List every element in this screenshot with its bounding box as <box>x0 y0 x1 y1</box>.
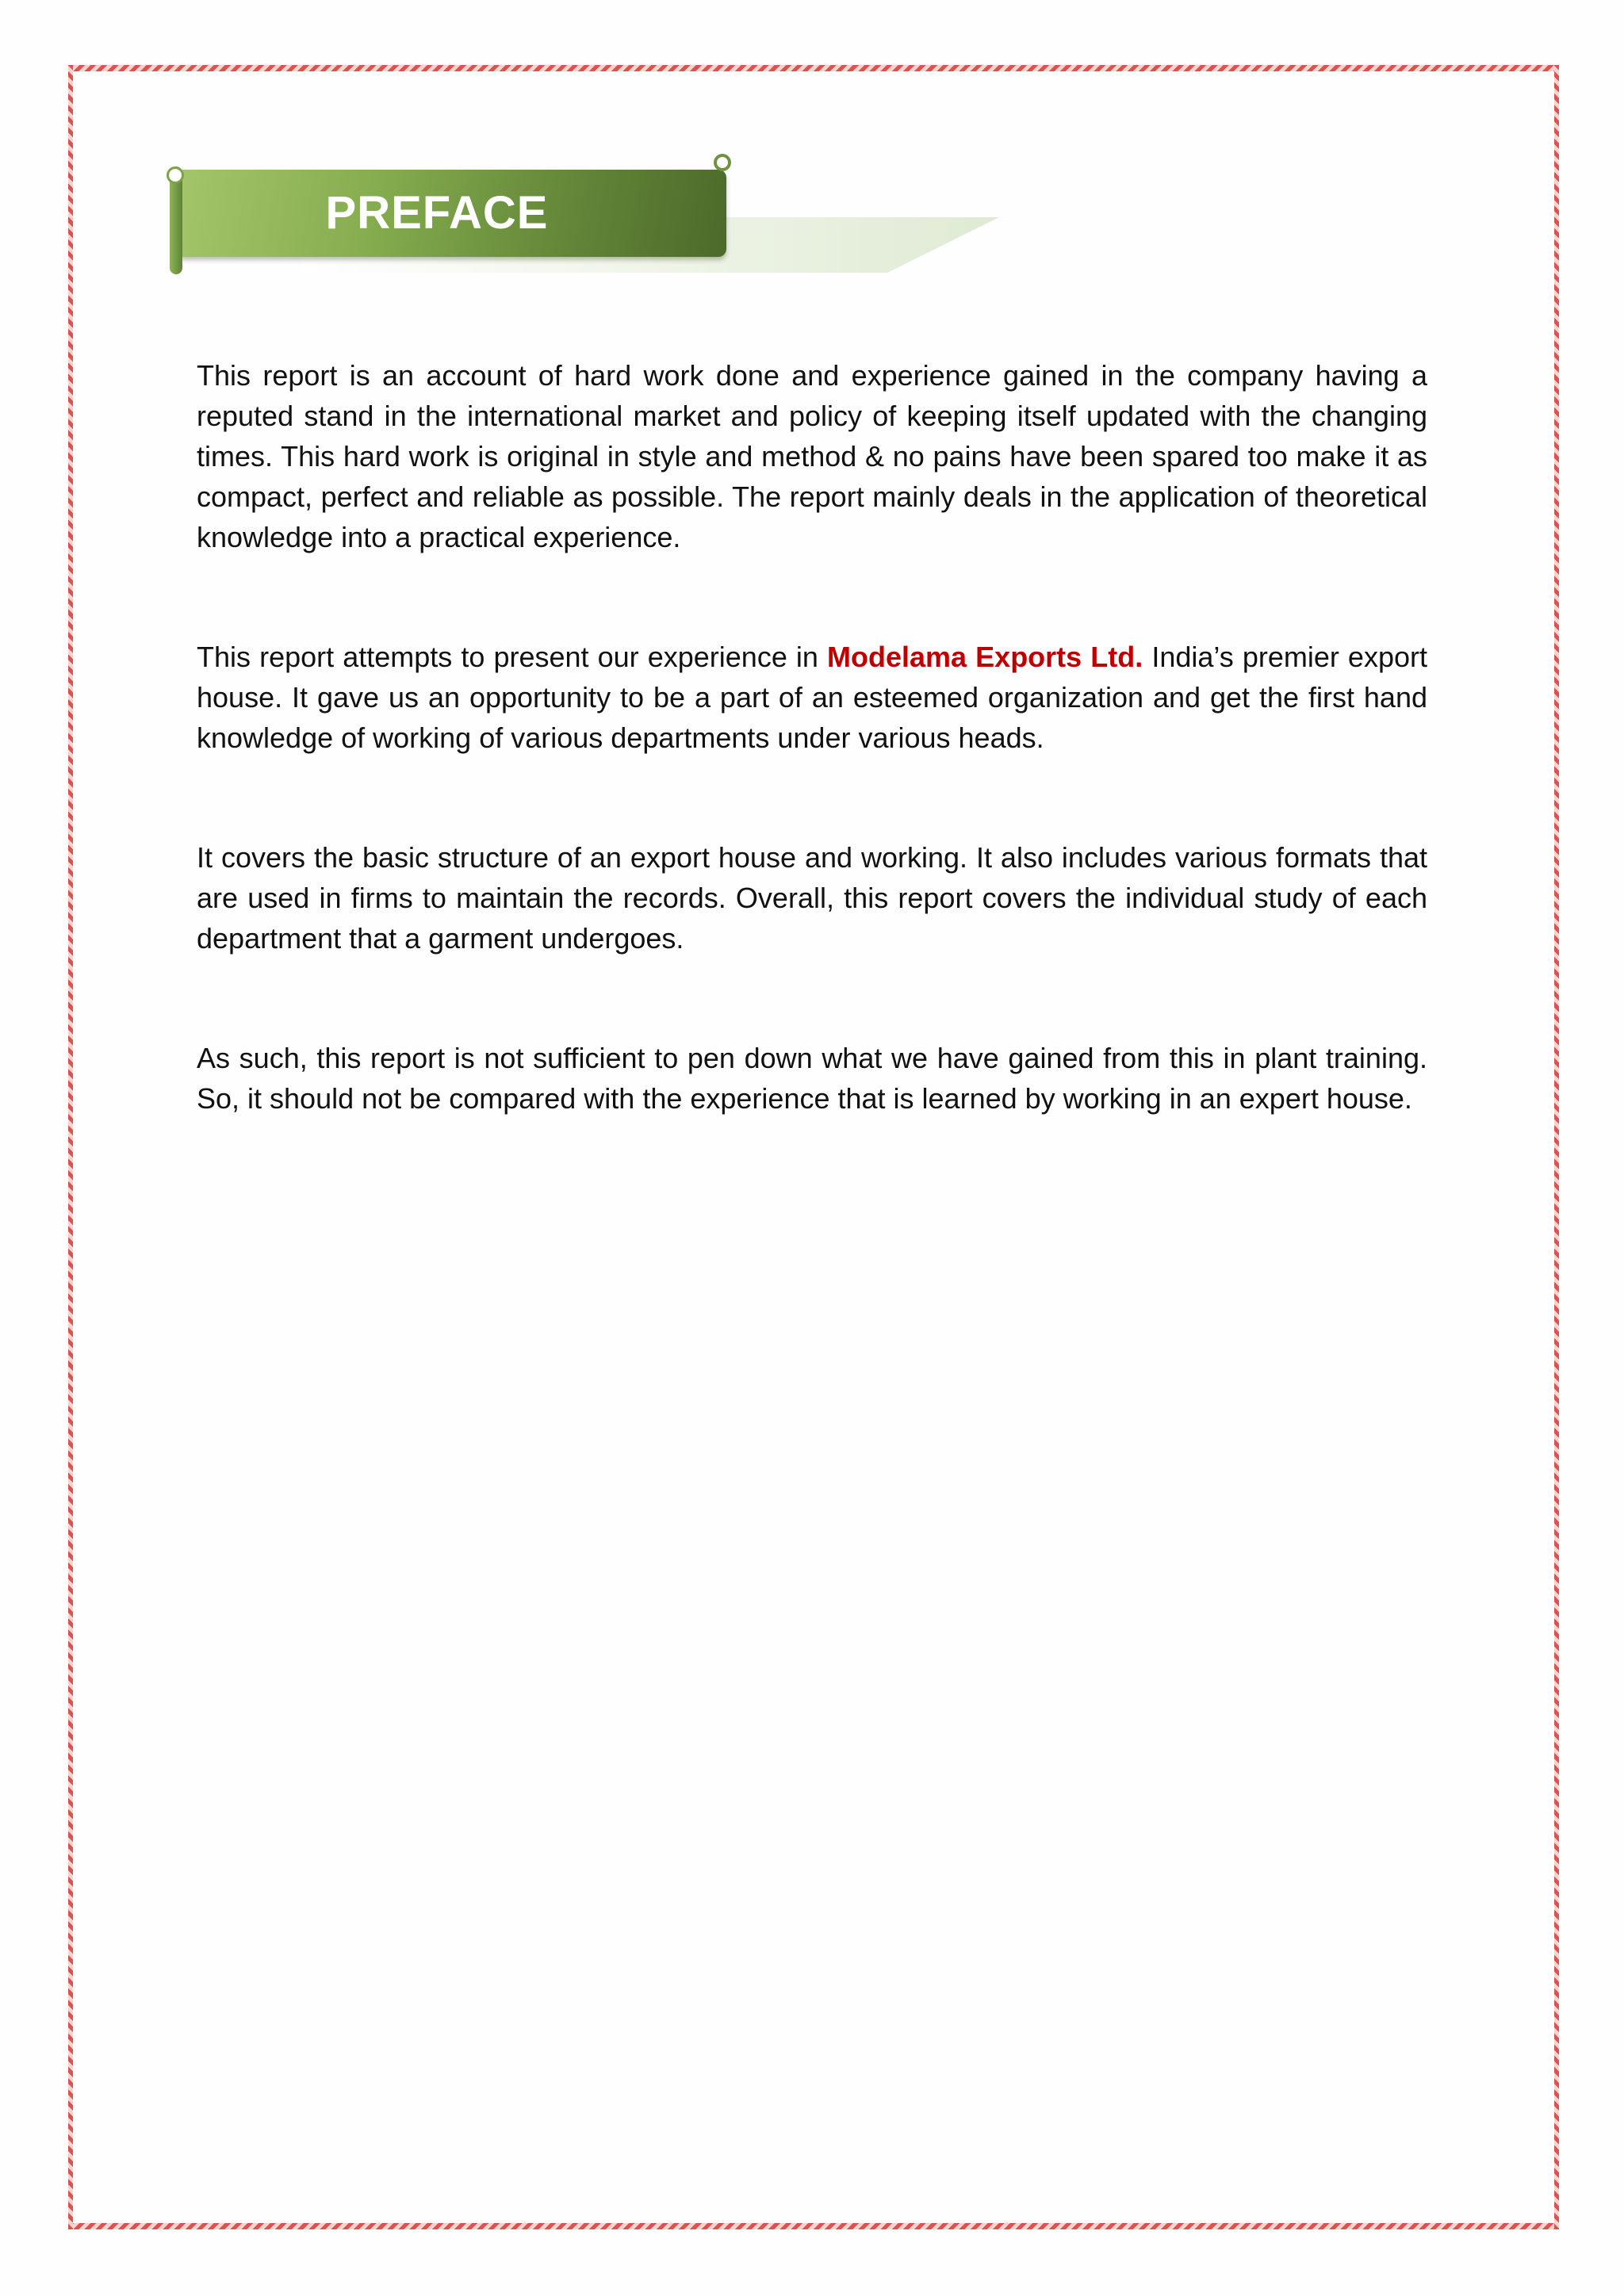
border-bottom-edge <box>68 2223 1559 2229</box>
heading-ribbon-banner <box>167 151 841 285</box>
paragraph-structure: It covers the basic structure of an export house and working. It also includes various formats that are used in firms to maintain the records. Overall, this report covers the individual study of each department that a garment undergoes. <box>197 841 1427 955</box>
border-right-edge <box>1554 65 1559 2229</box>
company-name: Modelama Exports Ltd. <box>827 641 1143 673</box>
border-left-edge <box>68 65 73 2229</box>
paragraph-intro: This report is an account of hard work done and experience gained in the company having a reputed stand in the international market and policy of keeping itself updated with the changing times. This hard work is original in style and method & no pains have been spared too make it as compact, perfect and reliable as possible. The report mainly deals in the application of theoretical knowledge into a practical experience. <box>197 359 1427 553</box>
preface-body <box>197 355 1427 1198</box>
ribbon-right-scroll <box>714 154 731 171</box>
border-top-edge <box>68 65 1559 71</box>
paragraph-company <box>197 637 1427 758</box>
page-title: PREFACE <box>325 187 549 239</box>
paragraph-closing: As such, this report is not sufficient to pen down what we have gained from this in plant training. So, it should not be compared with the experience that is learned by working in an expert house. <box>197 1042 1427 1115</box>
paragraph-company-lead: This report attempts to present our experience in <box>197 641 828 673</box>
paragraph-company-tail: India’s premier export house. It gave us an opportunity to be a part of an esteemed organization and get the first hand knowledge of working of various departments under various heads. <box>197 641 1427 754</box>
